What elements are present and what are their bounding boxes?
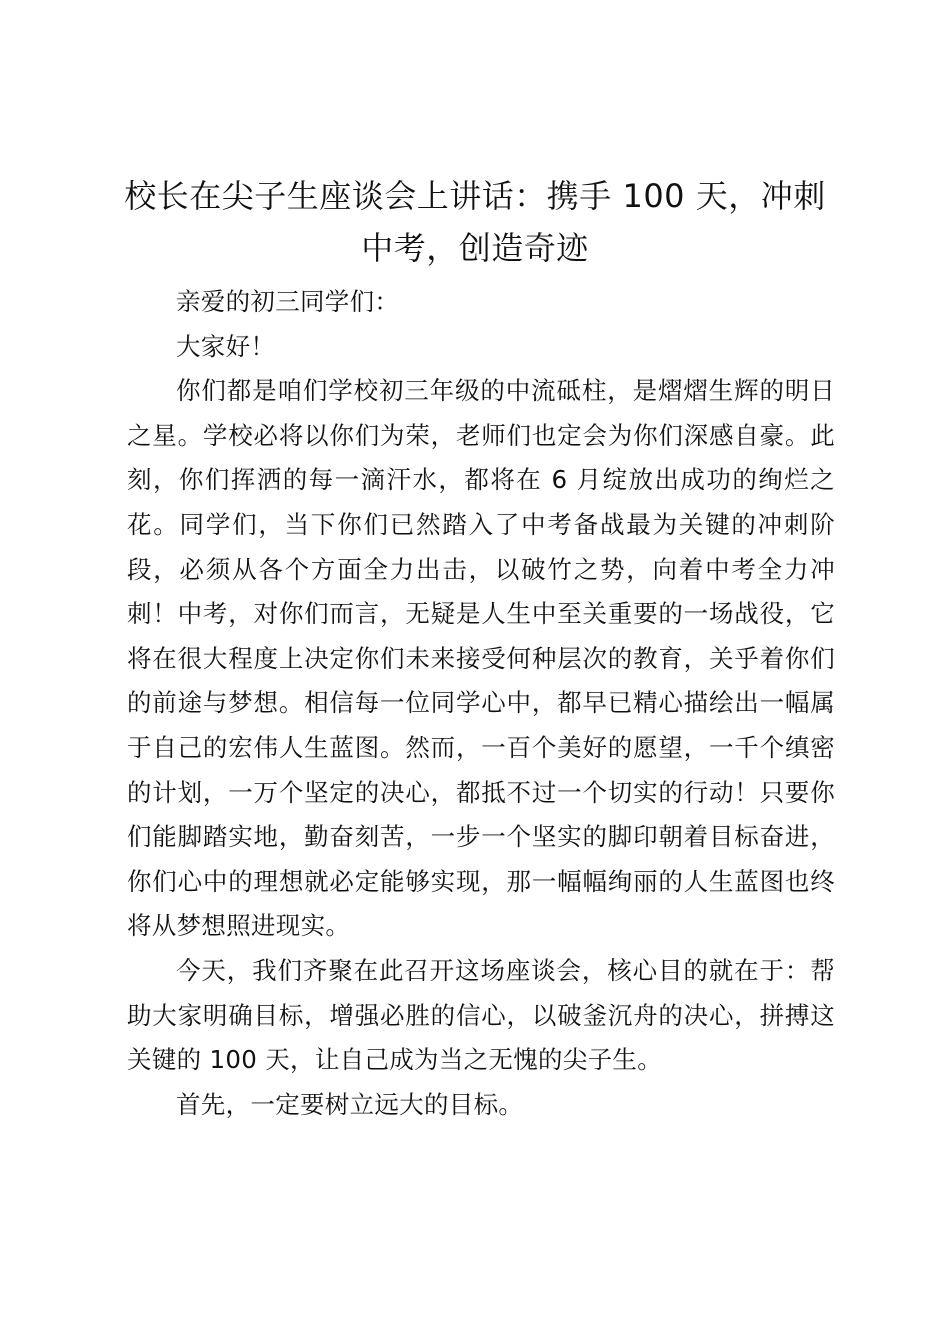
- body-paragraph: 首先，一定要树立远大的目标。: [176, 1089, 524, 1119]
- greeting-paragraph: 亲爱的初三同学们：: [176, 287, 400, 316]
- document-title: 校长在尖子生座谈会上讲话：携手 100 天，冲刺中考，创造奇迹: [124, 177, 826, 267]
- document-body: [127, 280, 835, 1127]
- body-paragraph: 你们都是咱们学校初三年级的中流砥柱，是熠熠生辉的明日之星。学校必将以你们为荣，老师们也定会为你们深感自豪。此刻，你们挥洒的每一滴汗水，都将在 6 月绽放出成功的绚烂之花。同学们，当下你们已然踏入了中考备战最为关键的冲刺阶段，必须从各个方面全力出击，以破竹之势，向着中考全力冲刺！中考，对你们而言，无疑是人生中至关重要的一场战役，它将在很大程度上决定你们未来接受何种层次的教育，关乎着你们的前途与梦想。相信每一位同学心中，都早已精心描绘出一幅属于自己的宏伟人生蓝图。然而，一百个美好的愿望，一千个缜密的计划，一万个坚定的决心，都抵不过一个切实的行动！只要你们能脚踏实地，勤奋刻苦，一步一个坚实的脚印朝着目标奋进，你们心中的理想就必定能够实现，那一幅幅绚丽的人生蓝图也终将从梦想照进现实。: [127, 376, 835, 941]
- salutation-paragraph: 大家好！: [176, 331, 276, 361]
- body-paragraph: 今天，我们齐聚在此召开这场座谈会，核心目的就在于：帮助大家明确目标，增强必胜的信心，以破釜沉舟的决心，拼搏这关键的 100 天，让自己成为当之无愧的尖子生。: [127, 955, 835, 1075]
